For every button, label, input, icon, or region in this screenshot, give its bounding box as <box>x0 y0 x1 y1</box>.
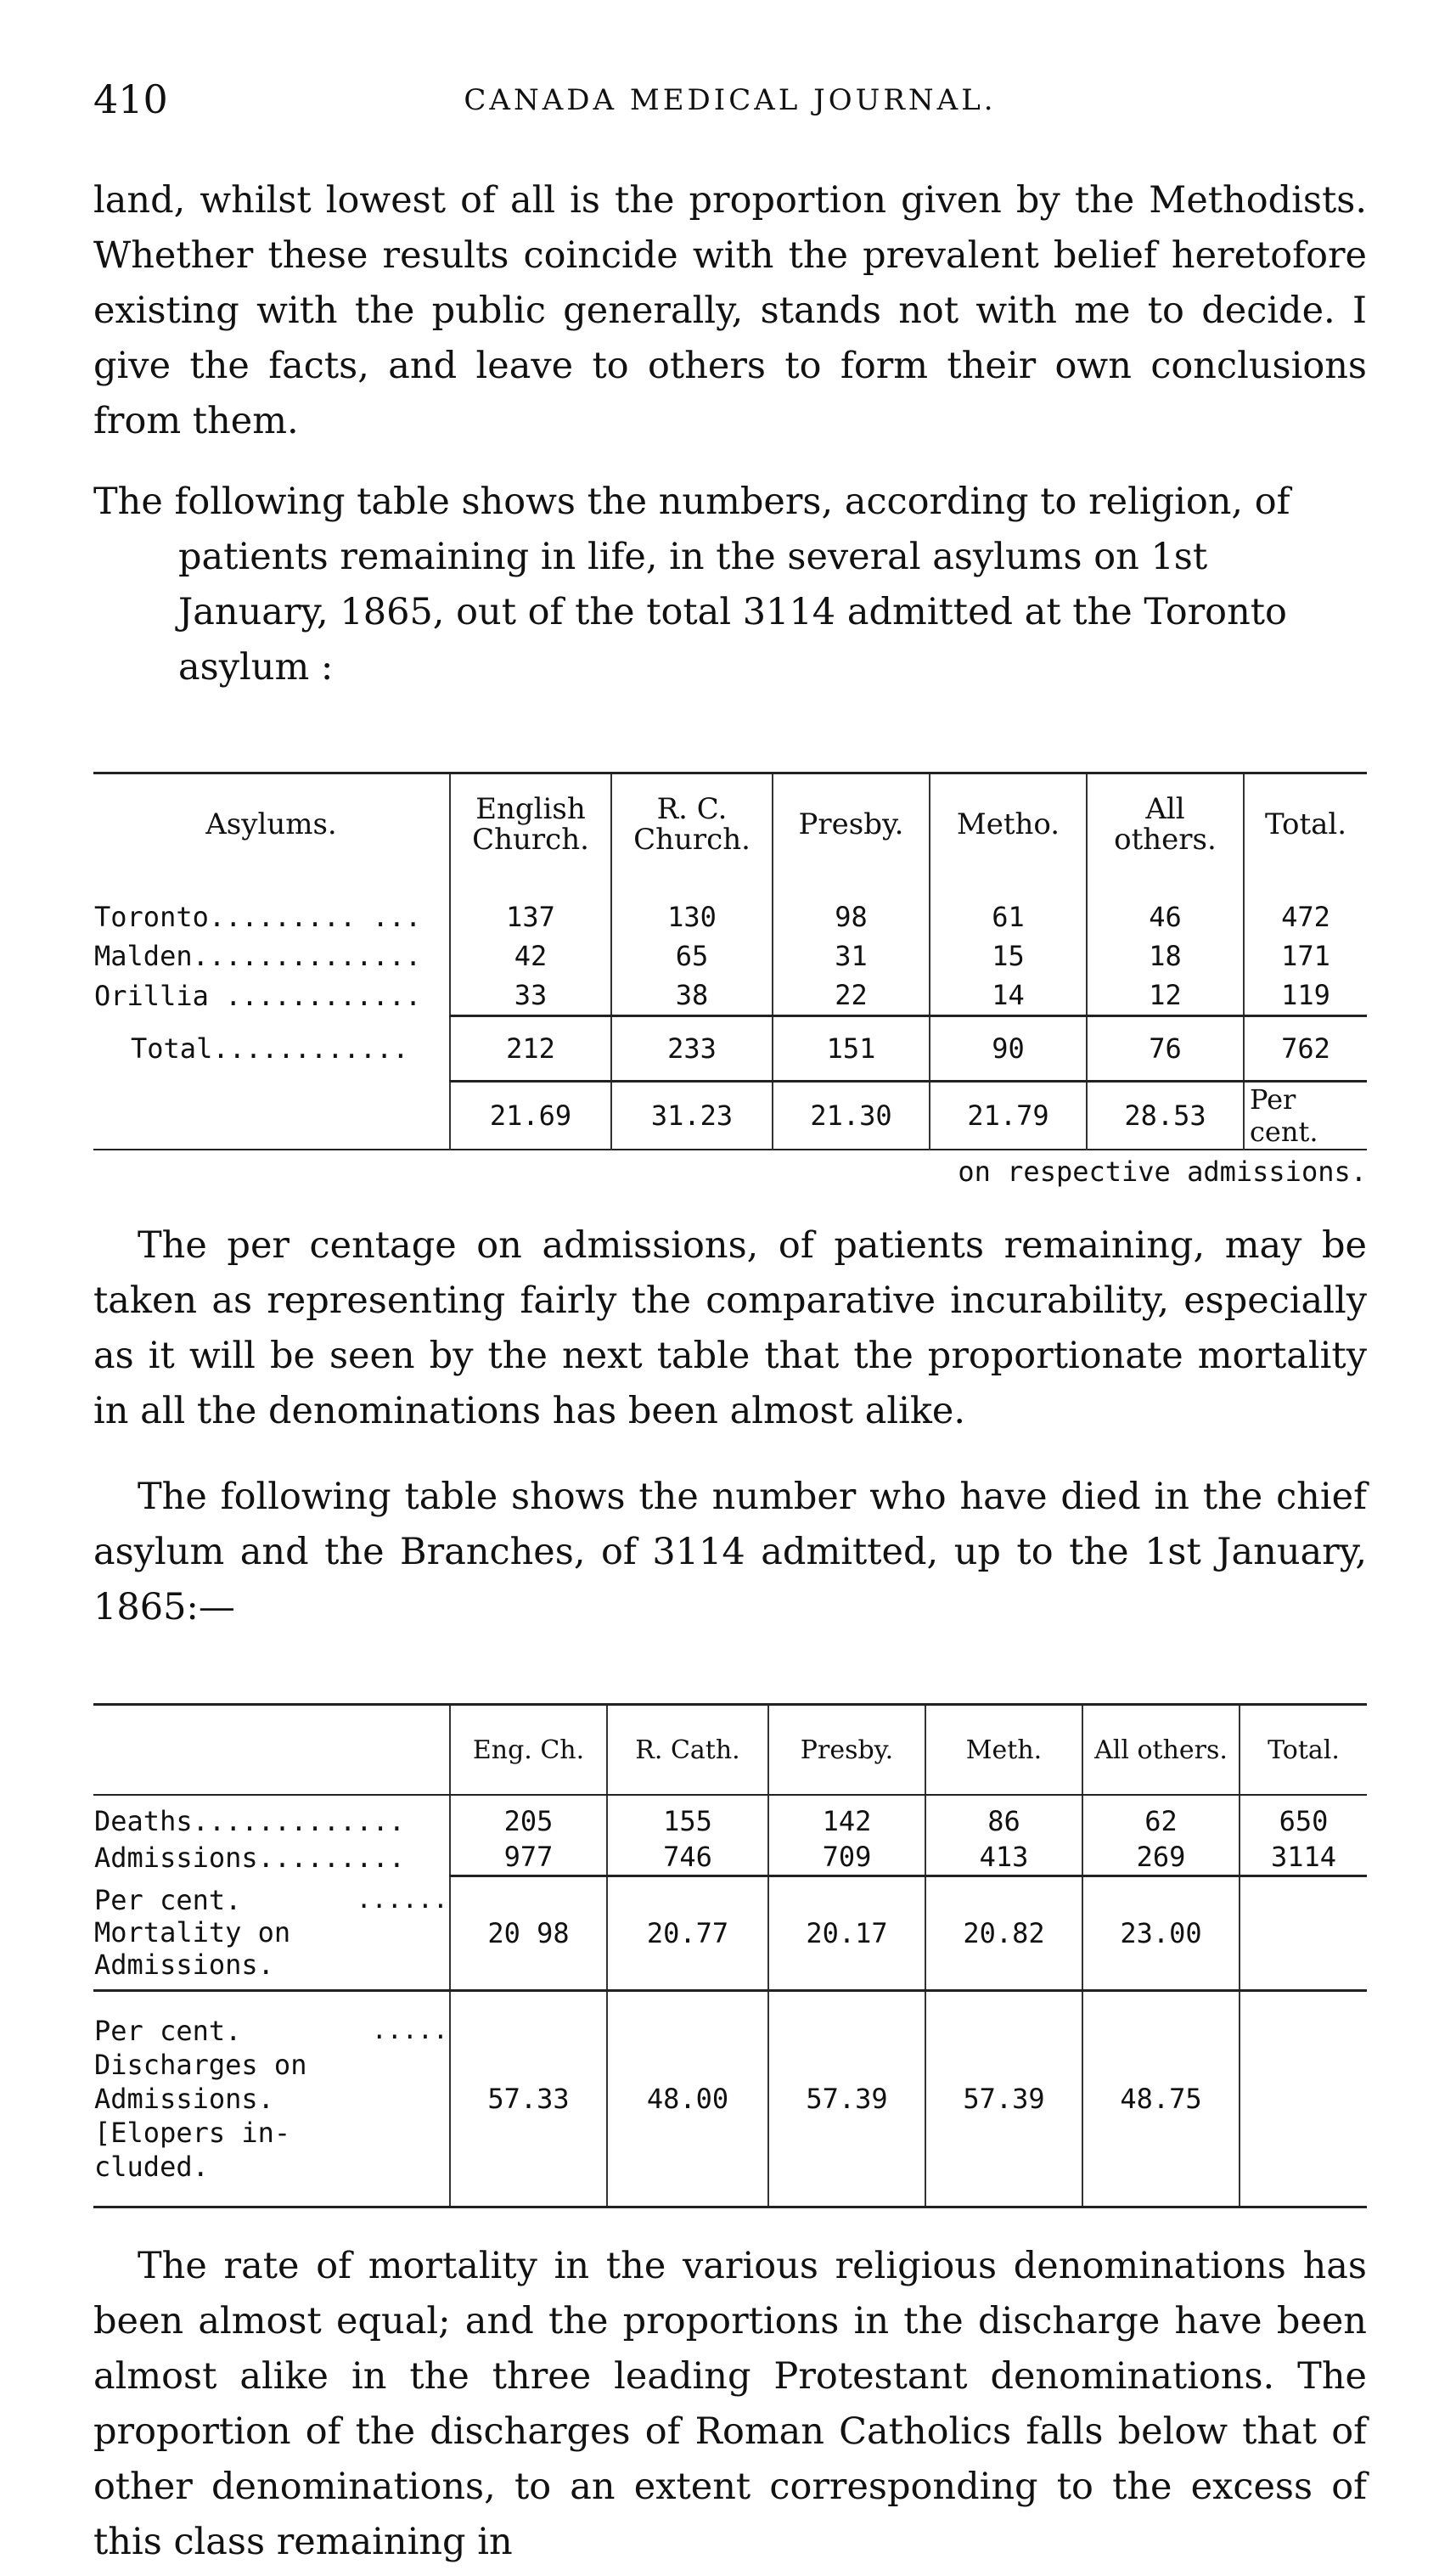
table1-header-english-church <box>450 773 611 875</box>
page <box>93 68 1367 2570</box>
cell: 142 <box>768 1795 925 1839</box>
label-line: Per cent. <box>94 2015 242 2047</box>
table2-header-all-others: All others. <box>1082 1705 1240 1796</box>
row-label-total: Total............ <box>131 1032 409 1065</box>
cell: 151 <box>773 1016 930 1082</box>
cell: 33 <box>450 976 611 1016</box>
paragraph-2: The following table shows the numbers, according to religion, of patients remaining in life, in the several asylums on 1st January, 1865, out of the total 3114 admitted at the Toronto asylum : <box>93 481 1290 689</box>
cell: 31 <box>773 936 930 976</box>
table-row-percent <box>93 1082 1367 1150</box>
table-patients-remaining <box>93 772 1367 1150</box>
cell: 15 <box>930 936 1087 976</box>
cell: 212 <box>450 1016 611 1082</box>
table1-header-row <box>93 773 1367 875</box>
table-row <box>93 976 1367 1016</box>
cell: 269 <box>1082 1839 1240 1876</box>
cell: 20 98 <box>450 1876 607 1991</box>
cell: 57.39 <box>925 1991 1082 2207</box>
header-line: Metho. <box>956 807 1060 841</box>
table-row-total <box>93 1016 1367 1082</box>
cell: 746 <box>607 1839 768 1876</box>
row-label-orillia: Orillia ............ <box>94 979 422 1012</box>
cell: 48.75 <box>1082 1991 1240 2207</box>
cell: 18 <box>1087 936 1244 976</box>
header-line: English <box>475 792 586 826</box>
cell: 98 <box>773 874 930 936</box>
label-line: Admissions. <box>94 1949 274 1982</box>
table-row-admissions <box>93 1839 1367 1876</box>
paragraph-1: land, whilst lowest of all is the proportion given by the Methodists. Whether these results coincide with the prevalent belief heretofore existing with the public generally, stands not with me to decide. I give the facts, and leave to others to form their own conclusions from them. <box>93 179 1367 442</box>
cell: 233 <box>611 1016 773 1082</box>
table1-header-total <box>1244 773 1367 875</box>
cell: 22 <box>773 976 930 1016</box>
header-line: Presby. <box>798 807 904 841</box>
label-line: Mortality on <box>94 1916 291 1949</box>
percent-label: Per cent. <box>1244 1082 1367 1150</box>
table-deaths <box>93 1703 1367 2208</box>
table1-footnote: on respective admissions. <box>958 1156 1367 1188</box>
cell: 86 <box>925 1795 1082 1839</box>
cell: 20.17 <box>768 1876 925 1991</box>
table1-header-all-others <box>1087 773 1244 875</box>
header-line: others. <box>1114 823 1217 857</box>
cell: 413 <box>925 1839 1082 1876</box>
cell: 137 <box>450 874 611 936</box>
table-row-discharges <box>93 1991 1367 2207</box>
row-label-malden: Malden.............. <box>94 940 422 972</box>
cell: 14 <box>930 976 1087 1016</box>
cell: 171 <box>1244 936 1367 976</box>
label-line: Per cent. <box>94 1884 242 1917</box>
cell: 62 <box>1082 1795 1240 1839</box>
cell: 119 <box>1244 976 1367 1016</box>
table2-header-total: Total. <box>1240 1705 1367 1796</box>
table-row-deaths <box>93 1795 1367 1839</box>
table1-header-presby <box>773 773 930 875</box>
table1-header-asylums: Asylums. <box>205 807 337 841</box>
cell: 48.00 <box>607 1991 768 2207</box>
table-row <box>93 936 1367 976</box>
journal-title: CANADA MEDICAL JOURNAL. <box>464 83 997 117</box>
cell: 42 <box>450 936 611 976</box>
header-line: Total. <box>1264 807 1347 841</box>
cell: 155 <box>607 1795 768 1839</box>
header-line: R. C. <box>656 792 728 826</box>
label-line: Discharges on <box>94 2049 307 2081</box>
cell: 76 <box>1087 1016 1244 1082</box>
cell: 20.82 <box>925 1876 1082 1991</box>
cell: 3114 <box>1240 1839 1367 1876</box>
header-line: All <box>1145 792 1185 826</box>
cell: 23.00 <box>1082 1876 1240 1991</box>
table2-header-r-cath: R. Cath. <box>607 1705 768 1796</box>
cell: 38 <box>611 976 773 1016</box>
cell: 28.53 <box>1087 1082 1244 1150</box>
page-number: 410 <box>93 76 168 122</box>
table-row-mortality <box>93 1876 1367 1991</box>
table2-header-blank <box>93 1705 450 1796</box>
cell: 61 <box>930 874 1087 936</box>
cell: 762 <box>1244 1016 1367 1082</box>
cell: 57.39 <box>768 1991 925 2207</box>
row-label-empty <box>93 1082 450 1150</box>
table2-header-meth: Meth. <box>925 1705 1082 1796</box>
cell: 90 <box>930 1016 1087 1082</box>
cell: 21.69 <box>450 1082 611 1150</box>
running-head <box>93 68 1367 136</box>
table2-header-eng-ch: Eng. Ch. <box>450 1705 607 1796</box>
label-line: cluded. <box>94 2151 209 2183</box>
cell: 205 <box>450 1795 607 1839</box>
row-label-admissions: Admissions......... <box>94 1841 406 1874</box>
row-label-toronto: Toronto......... ... <box>94 901 422 933</box>
header-line: Church. <box>472 823 589 857</box>
cell: 709 <box>768 1839 925 1876</box>
paragraph-5: The rate of mortality in the various religious denominations has been almost equal; and the proportions in the discharge have been almost alike in the three leading Protestant denominations. The proportion of the discharges of Roman Catholics falls below that of other denominations, to an extent corresponding to the excess of this class remaining in <box>93 2245 1367 2563</box>
table-row <box>93 874 1367 936</box>
cell: 650 <box>1240 1795 1367 1839</box>
cell: 472 <box>1244 874 1367 936</box>
row-label-deaths: Deaths............. <box>94 1805 406 1837</box>
cell: 21.79 <box>930 1082 1087 1150</box>
cell: 31.23 <box>611 1082 773 1150</box>
cell <box>1240 1991 1367 2207</box>
cell: 20.77 <box>607 1876 768 1991</box>
table1-header-rc-church <box>611 773 773 875</box>
paragraph-4: The following table shows the number who have died in the chief asylum and the Branches, of 3114 admitted, up to the 1st January, 1865:— <box>93 1476 1367 1628</box>
cell: 12 <box>1087 976 1244 1016</box>
row-label-discharges <box>93 1991 450 2207</box>
label-line: [Elopers in- <box>94 2117 291 2149</box>
cell: 21.30 <box>773 1082 930 1150</box>
mortality-dots: ...... <box>356 1885 448 1915</box>
table2-header-presby: Presby. <box>768 1705 925 1796</box>
discharges-dots: ..... <box>371 2016 448 2045</box>
row-label-mortality <box>93 1876 450 1991</box>
cell: 65 <box>611 936 773 976</box>
cell <box>1240 1876 1367 1991</box>
cell: 46 <box>1087 874 1244 936</box>
paragraph-3: The per centage on admissions, of patients remaining, may be taken as representing fairly the comparative incurability, especially as it will be seen by the next table that the proportionate mortality in all the denominations has been almost alike. <box>93 1224 1367 1432</box>
cell: 977 <box>450 1839 607 1876</box>
label-line: Admissions. <box>94 2083 274 2115</box>
cell: 130 <box>611 874 773 936</box>
header-line: Church. <box>633 823 750 857</box>
cell: 57.33 <box>450 1991 607 2207</box>
table1-header-metho <box>930 773 1087 875</box>
table2-header-row <box>93 1705 1367 1796</box>
